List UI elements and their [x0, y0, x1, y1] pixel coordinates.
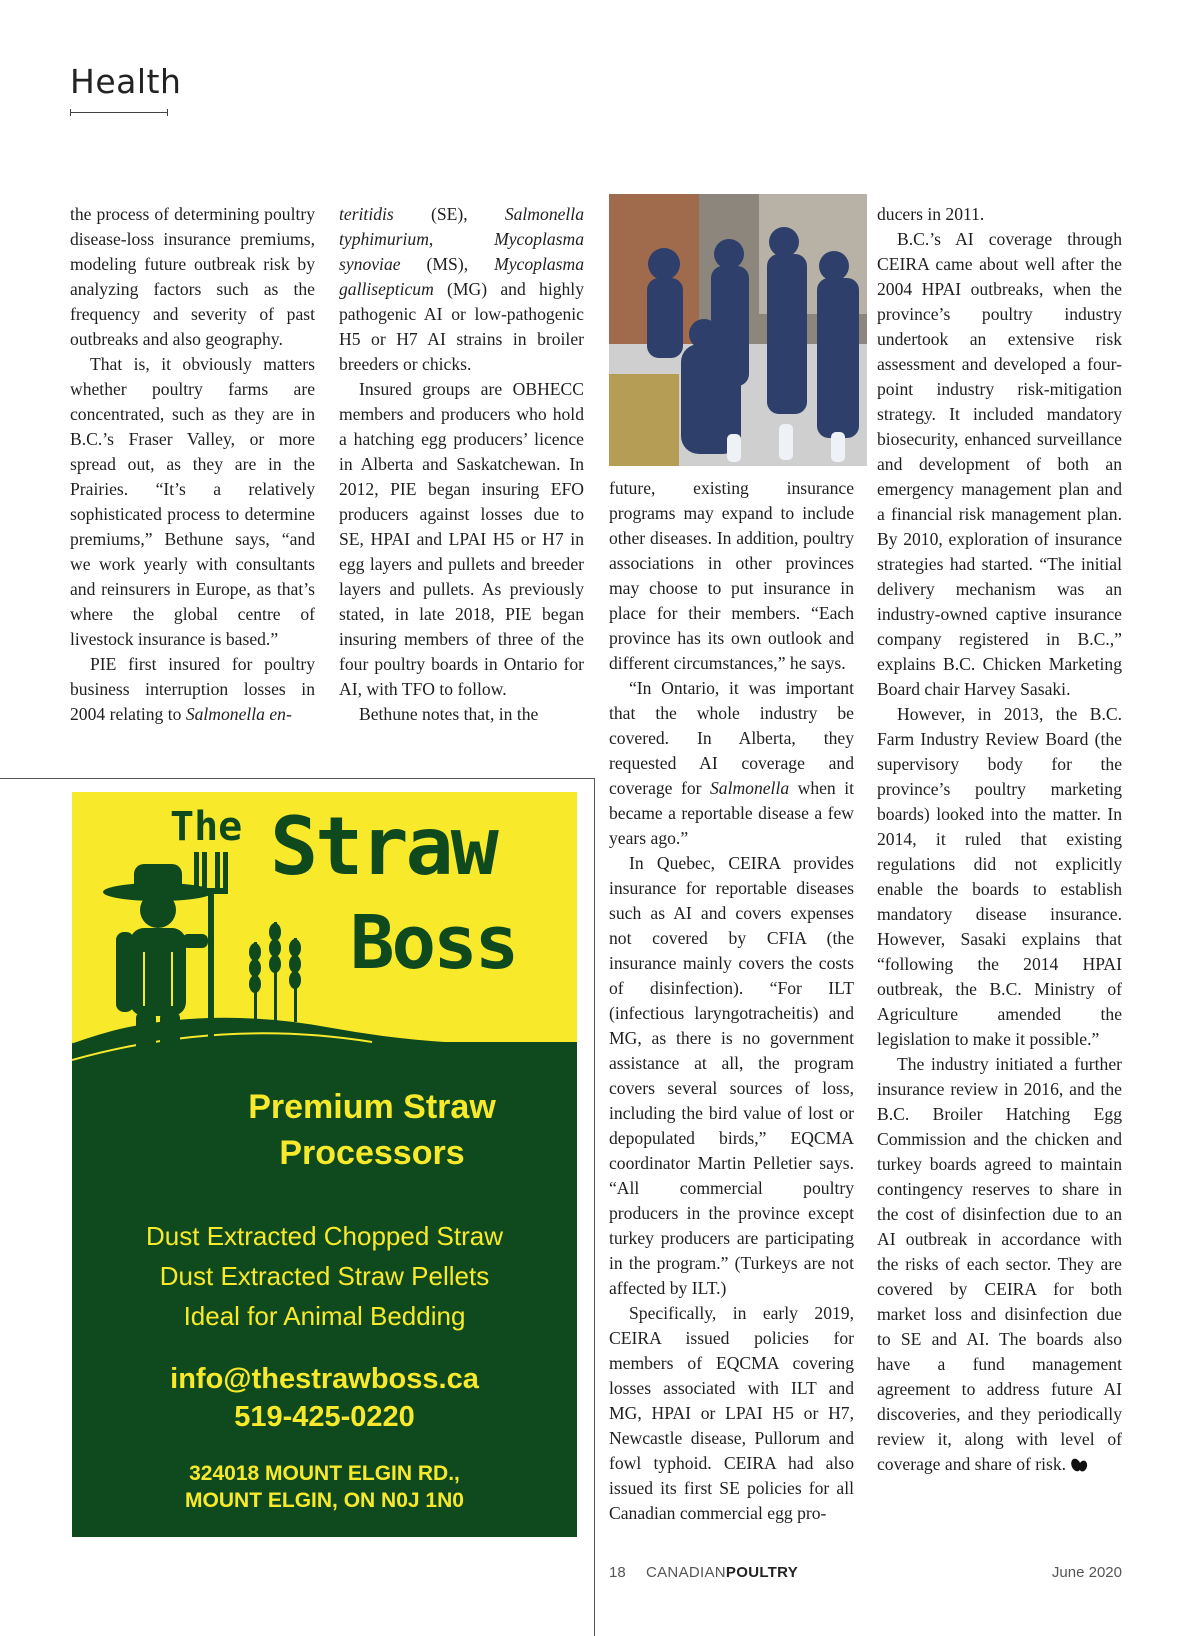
ad-feature: Ideal for Animal Bedding [183, 1301, 466, 1331]
ad-address [72, 1460, 577, 1514]
text-run: The industry initiated a further insurance review in 2016, and the B.C. Broiler Hatching Egg Commission and the chicken and turkey boards agreed to maintain contingency reserves to share in the cost of disinfection due to an AI outbreak in accordance with the risks of each sector. They are covered by CEIRA for both market loss and disinfection due to SE and AI. The boards also have a fund management agreement to address future AI discoveries, and they periodically review it, along with level of coverage and share of risk. [877, 1054, 1122, 1474]
paragraph: In Quebec, CEIRA provides insurance for reportable diseases such as AI and covers expenses not covered by CFIA (the insurance mainly covers the costs of disinfection). “For ILT (infectious laryngotracheitis) and MG, as there is no government assistance at all, the program covers several sources of loss, including the bird value of lost or depopulated birds,” EQCMA coordinator Martin Pelletier says. “All commercial poultry producers in the province except turkey producers are participating in the program.” (Turkeys are not affected by ILT.) [609, 853, 854, 1298]
text-run: (MS), [400, 254, 495, 274]
paragraph: Bethune notes that, in the [359, 704, 539, 724]
paragraph [70, 652, 315, 727]
ad-frame-line [0, 778, 594, 779]
italic-term: Salmonella typhimurium [339, 204, 584, 249]
ad-tagline [192, 1084, 552, 1176]
article-column-1 [70, 202, 315, 727]
article-column-3 [609, 476, 854, 1526]
text-run: (MG) and highly pathogenic AI or low-pathogenic H5 or H7 AI strains in broiler breeders or chicks. [339, 279, 584, 374]
italic-term: Mycoplasma synoviae [339, 229, 584, 274]
ad-brand-boss: Boss [350, 900, 517, 986]
text-run: , [428, 229, 495, 249]
article-column-4 [877, 202, 1122, 1477]
ad-email-link[interactable]: info@thestrawboss.ca [170, 1363, 479, 1395]
text-run: when it became a reportable disease a few years ago.” [609, 778, 854, 848]
ad-brand-straw: Straw [270, 800, 496, 893]
issue-date: June 2020 [1051, 1564, 1122, 1581]
text-run: “In Ontario, it was important that the whole industry be covered. In Alberta, they requested AI coverage and coverage for [609, 678, 854, 798]
magazine-name-bold: POULTRY [725, 1564, 799, 1581]
text-run: PIE first insured for poultry business interruption losses in 2004 relating to [70, 654, 315, 724]
article-photo [609, 194, 867, 466]
paragraph [339, 202, 584, 377]
italic-term: Mycoplasma gallisepticum [339, 254, 584, 299]
magazine-name-light: CANADIAN [646, 1564, 726, 1581]
end-mark-icon [1070, 1457, 1088, 1473]
article-column-2 [339, 202, 584, 727]
ad-address-line: MOUNT ELGIN, ON N0J 1N0 [185, 1489, 464, 1512]
italic-term: teritidis [339, 204, 394, 224]
paragraph: However, in 2013, the B.C. Farm Industry Review Board (the supervisory body for the province’s poultry marketing boards) looked into the matter. In 2014, it ruled that existing regulations did not explicitly enable the boards to establish mandatory disease insurance. However, Sasaki explains that “following the 2014 HPAI outbreak, the B.C. Ministry of Agriculture amended the legislation to make it possible.” [877, 704, 1122, 1049]
paragraph: future, existing insurance programs may expand to include other diseases. In addition, poultry associations in other provinces may choose to put insurance in place for their members. “Each province has its own outlook and different circumstances,” he says. [609, 478, 854, 673]
paragraph [877, 1052, 1122, 1477]
paragraph: Specifically, in early 2019, CEIRA issued policies for members of EQCMA covering losses associated with ILT and MG, HPAI or LPAI H5 or H7, Newcastle disease, Pullorum and fowl typhoid. CEIRA had also issued its first SE policies for all Canadian commercial egg pro- [609, 1303, 854, 1523]
magazine-name [646, 1564, 798, 1581]
ad-address-line: 324018 MOUNT ELGIN RD., [189, 1462, 460, 1485]
ad-tagline-line: Processors [279, 1134, 465, 1172]
italic-term: Salmonella en- [185, 704, 292, 724]
wheat-icon [249, 922, 301, 1022]
ad-contact [72, 1360, 577, 1436]
paragraph: the process of determining poultry disease-loss insurance premiums, modeling future outbreak risk by analyzing factors such as the frequency and severity of past outbreaks and also geography. [70, 204, 315, 349]
ad-brand-the: The [170, 804, 243, 850]
ad-frame-line [594, 778, 595, 1636]
photo-illustration [609, 194, 867, 466]
ad-phone-link[interactable]: 519-425-0220 [234, 1401, 415, 1433]
section-label: Health [70, 62, 182, 101]
page-number: 18 [609, 1564, 626, 1581]
paragraph [609, 676, 854, 851]
advertisement[interactable] [72, 792, 577, 1537]
paragraph: That is, it obviously matters whether poultry farms are concentrated, such as they are in B.C.’s Fraser Valley, or more spread out, as they are in the Prairies. “It’s a relatively sophisticated process to determine premiums,” Bethune says, “and we work yearly with consultants and reinsurers in Europe, as that’s where the global centre of livestock insurance is based.” [70, 354, 315, 649]
ad-feature: Dust Extracted Chopped Straw [146, 1221, 503, 1251]
section-rule [70, 112, 168, 113]
italic-term: Salmonella [709, 778, 790, 798]
ad-feature: Dust Extracted Straw Pellets [159, 1261, 490, 1291]
text-run: (SE), [393, 204, 505, 224]
ad-features [72, 1216, 577, 1336]
paragraph: ducers in 2011. [877, 204, 985, 224]
paragraph: B.C.’s AI coverage through CEIRA came about well after the 2004 HPAI outbreaks, when the province’s poultry industry undertook an extensive risk assessment and developed a four-point industry risk-mitigation strategy. It included mandatory biosecurity, enhanced surveillance and development of both an emergency management plan and a financial risk management plan. By 2010, exploration of insurance strategies had started. “The initial delivery mechanism was an industry-owned captive insurance company registered in B.C.,” explains B.C. Chicken Marketing Board chair Harvey Sasaki. [877, 229, 1122, 699]
paragraph: Insured groups are OBHECC members and producers who hold a hatching egg producers’ licence in Alberta and Saskatchewan. In 2012, PIE began insuring EFO producers against losses due to SE, HPAI and LPAI H5 or H7 in egg layers and pullets and breeder layers and pullets. As previously stated, in late 2018, PIE began insuring members of three of the four poultry boards in Ontario for AI, with TFO to follow. [339, 379, 584, 699]
ad-tagline-line: Premium Straw [248, 1088, 496, 1126]
